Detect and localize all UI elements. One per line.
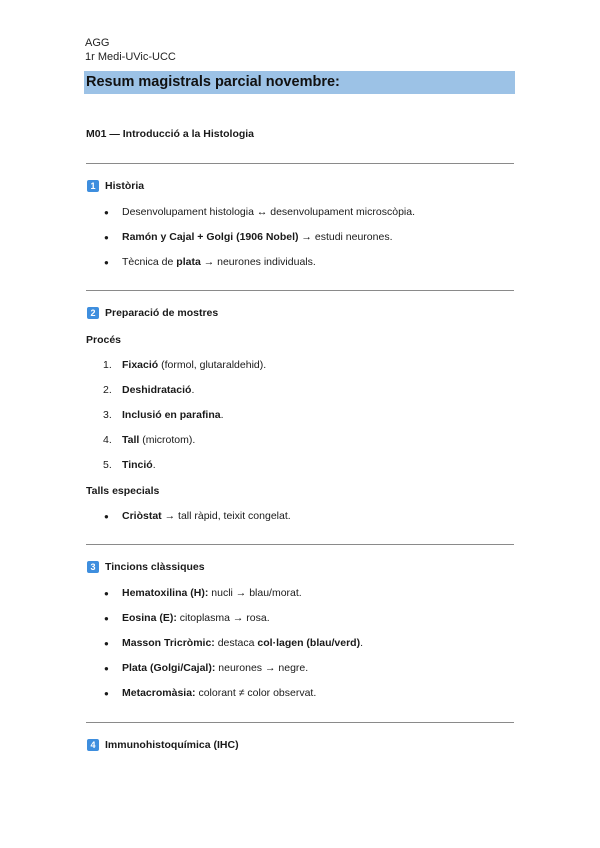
number-3-icon: 3 (87, 561, 99, 573)
list-item: Hematoxilina (H): nucli → blau/morat. (122, 587, 302, 599)
step-number: 5. (103, 459, 112, 471)
section-preparacio-heading (87, 307, 218, 319)
document-title-highlight (84, 71, 515, 94)
section-title: Història (105, 180, 145, 192)
bullet-icon: ● (104, 233, 109, 242)
list-item: Tinció. (122, 459, 156, 471)
divider (86, 722, 514, 723)
bullet-icon: ● (104, 639, 109, 648)
section-tincions-heading (87, 561, 205, 573)
number-1-icon: 1 (87, 180, 99, 192)
header-initials: AGG (85, 37, 110, 49)
list-item: Eosina (E): citoplasma → rosa. (122, 612, 270, 624)
list-item: Criòstat → tall ràpid, teixit congelat. (122, 510, 291, 522)
section-title: Preparació de mostres (105, 307, 219, 319)
list-item: Metacromàsia: colorant ≠ color observat. (122, 687, 317, 699)
number-2-icon: 2 (87, 307, 99, 319)
list-item: Tècnica de plata → neurones individuals. (122, 256, 316, 268)
bullet-icon: ● (104, 614, 109, 623)
divider (86, 163, 514, 164)
bullet-icon: ● (104, 258, 109, 267)
document-title: Resum magistrals parcial novembre: (86, 74, 340, 90)
subheading-proces: Procés (86, 334, 122, 346)
bullet-icon: ● (104, 689, 109, 698)
header-course: 1r Medi-UVic-UCC (85, 51, 176, 63)
step-number: 2. (103, 384, 112, 396)
divider (86, 544, 514, 545)
list-item: Fixació (formol, glutaraldehid). (122, 359, 267, 371)
section-historia-heading (87, 180, 144, 192)
list-item: Plata (Golgi/Cajal): neurones → negre. (122, 662, 309, 674)
list-item: Inclusió en parafina. (122, 409, 224, 421)
list-item: Masson Tricròmic: destaca col·lagen (blau/verd). (122, 637, 364, 649)
list-item: Deshidratació. (122, 384, 195, 396)
subheading-talls-especials: Talls especials (86, 485, 160, 497)
module-title: M01 — Introducció a la Histologia (86, 128, 255, 140)
divider (86, 290, 514, 291)
section-title: Tincions clàssiques (105, 561, 205, 573)
list-item: Desenvolupament histologia ↔ desenvolupament microscòpia. (122, 206, 415, 218)
step-number: 4. (103, 434, 112, 446)
list-item: Ramón y Cajal + Golgi (1906 Nobel) → estudi neurones. (122, 231, 393, 243)
section-title: Immunohistoquímica (IHC) (105, 739, 239, 751)
list-item: Tall (microtom). (122, 434, 196, 446)
number-4-icon: 4 (87, 739, 99, 751)
section-ihc-heading (87, 739, 239, 751)
bullet-icon: ● (104, 589, 109, 598)
bullet-icon: ● (104, 512, 109, 521)
bullet-icon: ● (104, 208, 109, 217)
bullet-icon: ● (104, 664, 109, 673)
step-number: 1. (103, 359, 112, 371)
step-number: 3. (103, 409, 112, 421)
